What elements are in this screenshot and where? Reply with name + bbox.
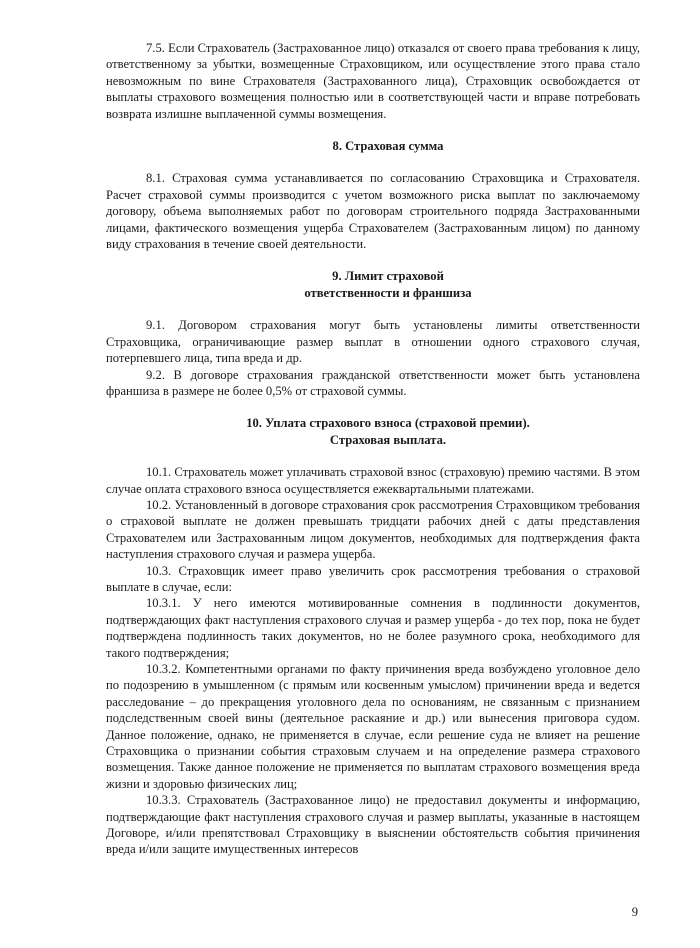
paragraph-9-2: 9.2. В договоре страхования гражданской ответственности может быть установлена франшиза в размере не более 0,5% от страховой суммы. bbox=[106, 367, 640, 398]
paragraph-7-5: 7.5. Если Страхователь (Застрахованное лицо) отказался от своего права требования к лицу, ответственному за убытки, возмещенные Страховщиком, или осуществление этого права стало невозможным по вине Страхователя (Застрахованного лица), Страховщик освобождается от выплаты страхового возмещения полностью или в соответствующей части и вправе потребовать возврата излишне выплаченной суммы возмещения. bbox=[106, 41, 640, 121]
heading-section-9-line1: 9. Лимит страховой bbox=[332, 269, 444, 284]
paragraph-10-1: 10.1. Страхователь может уплачивать страховой взнос (страховую) премию частями. В этом случае оплата страхового взноса осуществляется ежеквартальными платежами. bbox=[106, 465, 640, 496]
paragraph-10-3-3: 10.3.3. Страхователь (Застрахованное лицо) не предоставил документы и информацию, подтверждающие факт наступления страхового случая и размер выплаты, указанные в настоящем Договоре, и/или препятствовал Страховщику в выяснении обстоятельств события причинения вреда и/или защите имущественных интересов bbox=[106, 793, 640, 857]
page-number: 9 bbox=[631, 904, 638, 919]
paragraph-10-3-2: 10.3.2. Компетентными органами по факту причинения вреда возбуждено уголовное дело по подозрению в умышленном (с прямым или косвенным умыслом) причинении вреда и ведется расследование – до прекращения уголовного дела по основаниям, не связанным с признанием подследственным своей вины (деятельное раскаяние и др.) или вынесения приговора судом. Данное положение, однако, не применяется в случае, если решение суда не влияет на решение Страховщика о признании события страховым случаем и на определение размера страхового возмещения. Также данное положение не применяется по выплатам страхового возмещения вреда жизни и здоровью физических лиц; bbox=[106, 662, 640, 791]
paragraph-9-1: 9.1. Договором страхования могут быть установлены лимиты ответственности Страховщика, ограничивающие размер выплат в отношении одного страхового случая, потерпевшего лица, типа вреда и др. bbox=[106, 318, 640, 366]
paragraph-10-3-1: 10.3.1. У него имеются мотивированные сомнения в подлинности документов, подтверждающих факт наступления страхового случая и размер ущерба - до тех пор, пока не будет подтверждена подлинность таких документов, но не более разумного срока, необходимого для такого подтверждения; bbox=[106, 596, 640, 660]
paragraph-8-1: 8.1. Страховая сумма устанавливается по согласованию Страховщика и Страхователя. Расчет страховой суммы производится с учетом возможного риска выплат по заключаемому договору, объема выполняемых работ по договорам строительного подряда Застрахованными лицами, фактического возмещения ущерба Страхователем (Застрахованным лицом) по данному виду страхования в течение своей деятельности. bbox=[106, 171, 640, 252]
heading-section-10 bbox=[106, 415, 640, 448]
paragraph-10-2: 10.2. Установленный в договоре страхования срок рассмотрения Страховщиком требования о страховой выплате не должен превышать тридцати рабочих дней с даты представления Страхователем или Застрахованным лицом документов, необходимых для подтверждения факта наступления страхового случая и размера ущерба. bbox=[106, 497, 640, 562]
heading-section-10-line2: Страховая выплата. bbox=[329, 432, 447, 447]
paragraph-10-3: 10.3. Страховщик имеет право увеличить срок рассмотрения требования о страховой выплате в случае, если: bbox=[106, 563, 640, 594]
heading-section-10-line1: 10. Уплата страхового взноса (страховой премии). bbox=[246, 416, 530, 431]
heading-section-9 bbox=[106, 268, 640, 301]
heading-section-8-title: 8. Страховая сумма bbox=[332, 139, 444, 154]
heading-section-9-line2: ответственности и франшиза bbox=[304, 285, 472, 300]
heading-section-8 bbox=[106, 138, 640, 154]
